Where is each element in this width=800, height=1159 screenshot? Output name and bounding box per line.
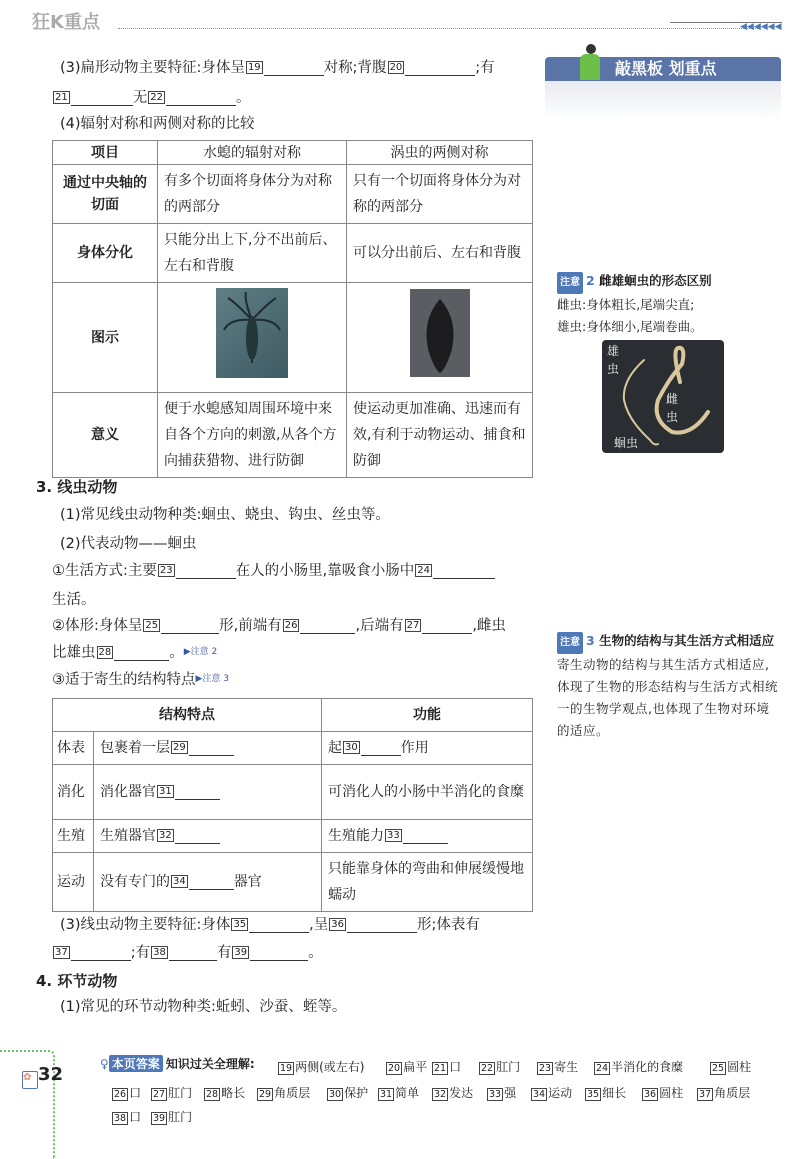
answer-text: 口	[129, 1086, 142, 1100]
hydra-icon	[216, 288, 288, 378]
answer-item	[151, 1108, 192, 1125]
text: ,雌虫	[472, 618, 506, 634]
text: 作用	[400, 740, 429, 756]
symmetry-table	[52, 140, 533, 478]
answers-title: 知识过关全理解:	[165, 1057, 255, 1071]
text: (3)扁形动物主要特征:身体呈	[60, 60, 245, 76]
text: 生活。	[52, 592, 96, 608]
answer-text: 强	[504, 1086, 517, 1100]
answer-text: 细长	[602, 1086, 627, 1100]
cell	[94, 732, 322, 765]
blank-number: 19	[247, 62, 261, 73]
blank-underline	[189, 874, 234, 890]
blank-number: 29	[173, 742, 186, 753]
answer-blank[interactable]	[157, 563, 236, 579]
note-title: 雌雄蛔虫的形态区别	[599, 273, 712, 288]
header-logo: 狂K重点	[32, 12, 100, 33]
blank-number: 36	[331, 919, 345, 930]
answer-number: 29	[259, 1089, 272, 1100]
text: 形;体表有	[417, 917, 480, 933]
answers-header	[100, 1055, 255, 1072]
key-icon: ♀	[100, 1057, 109, 1071]
blank-number: 39	[234, 947, 248, 958]
note-tag: 注意	[557, 632, 583, 654]
answer-number: 23	[539, 1063, 552, 1074]
cell: 可以分出前后、左右和背腹	[347, 224, 533, 283]
sidebar-banner: 敲黑板 划重点	[545, 57, 781, 81]
answer-item	[479, 1058, 520, 1075]
answer-number: 32	[434, 1089, 447, 1100]
answer-item	[386, 1058, 427, 1075]
cell	[322, 820, 533, 853]
text: ②体形:身体呈	[52, 618, 143, 634]
nematode-features-line-2	[52, 943, 323, 963]
text: 有	[216, 945, 232, 961]
answer-number: 28	[206, 1089, 219, 1100]
answer-blank[interactable]	[170, 874, 234, 890]
nematode-line	[52, 616, 506, 636]
blank-number: 30	[345, 742, 358, 753]
blank-underline	[361, 740, 401, 756]
answer-blank[interactable]	[156, 784, 220, 800]
text: 。	[308, 945, 323, 961]
flat-features-line	[60, 58, 495, 78]
blank-number: 38	[153, 947, 166, 958]
text: (1)常见的环节动物种类:蚯蚓、沙蚕、蛭等。	[60, 999, 347, 1015]
note-body: 寄生动物的结构与其生活方式相适应,体现了生物的形态结构与生活方式相统一的生物学观点,也体现了生物对环境的适应。	[557, 657, 779, 738]
text: ;有	[475, 60, 495, 76]
answer-text: 口	[129, 1110, 142, 1124]
note-tag: 注意	[557, 272, 583, 294]
blank-number: 31	[159, 786, 172, 797]
blank-underline	[422, 618, 472, 634]
text: ③适于寄生的结构特点	[52, 672, 196, 688]
section-heading-annelid: 4. 环节动物	[36, 972, 118, 990]
blank-number: 26	[284, 620, 298, 631]
text: 没有专门的	[100, 874, 170, 890]
blank-number: 28	[98, 647, 112, 658]
answer-text: 两侧(或左右)	[295, 1060, 365, 1074]
answer-blank[interactable]	[384, 828, 448, 844]
answer-number: 24	[596, 1063, 609, 1074]
answer-number: 36	[644, 1089, 657, 1100]
plant-icon: ✿	[22, 1071, 38, 1089]
nematode-line	[52, 643, 217, 665]
cell	[322, 765, 533, 820]
note-3	[557, 630, 782, 742]
blank-underline	[161, 618, 219, 634]
answer-item	[642, 1084, 683, 1101]
answer-item	[487, 1084, 516, 1101]
answer-text: 肛门	[168, 1110, 193, 1124]
note-line: 雌虫:身体粗长,尾端尖直;	[557, 297, 695, 312]
answer-blank[interactable]	[328, 917, 417, 933]
answer-item	[710, 1058, 751, 1075]
blank-underline	[405, 60, 475, 76]
nematode-line	[52, 561, 495, 581]
answer-blank[interactable]	[52, 945, 131, 961]
text: 。	[235, 90, 251, 106]
answer-number: 27	[153, 1089, 166, 1100]
answers-label: 本页答案	[109, 1055, 163, 1072]
blank-underline	[71, 90, 133, 106]
answer-text: 发达	[449, 1086, 474, 1100]
sidebar-banner-shadow	[545, 81, 781, 121]
answer-blank[interactable]	[404, 618, 473, 634]
row-label: 生殖	[53, 820, 94, 853]
blank-number: 34	[173, 876, 186, 887]
blank-underline	[249, 917, 309, 933]
cell	[94, 820, 322, 853]
comparison-heading	[60, 114, 255, 134]
answer-item	[697, 1084, 750, 1101]
answer-text: 圆柱	[727, 1060, 752, 1074]
answer-blank[interactable]	[170, 740, 234, 756]
answer-text: 角质层	[714, 1086, 751, 1100]
col-header: 功能	[322, 699, 533, 732]
cell	[322, 732, 533, 765]
answer-item	[594, 1058, 683, 1075]
col-header: 水螅的辐射对称	[158, 141, 347, 165]
label-female: 雌虫	[666, 392, 679, 424]
answer-number: 38	[114, 1113, 127, 1124]
blank-number: 21	[55, 92, 68, 103]
hydra-image-cell	[158, 283, 347, 393]
nematode-features-line	[60, 915, 480, 935]
nematode-line	[60, 534, 197, 554]
cell	[94, 853, 322, 912]
blank-number: 24	[417, 565, 430, 576]
text: (2)代表动物——蛔虫	[60, 536, 197, 552]
nematode-line	[60, 505, 390, 525]
answer-item	[278, 1058, 364, 1075]
row-label: 体表	[53, 732, 94, 765]
col-header: 项目	[53, 141, 158, 165]
answer-number: 20	[388, 1063, 401, 1074]
note-reference[interactable]: ▶注意 2	[183, 647, 218, 657]
note-reference[interactable]: ▶注意 3	[195, 674, 230, 684]
blank-underline	[300, 618, 355, 634]
answer-item	[112, 1084, 141, 1101]
blank-number: 25	[145, 620, 159, 631]
text: 形,前端有	[219, 618, 282, 634]
note-title: 生物的结构与其生活方式相适应	[599, 633, 775, 648]
cell: 只有一个切面将身体分为对称的两部分	[347, 165, 533, 224]
answer-text: 扁平	[403, 1060, 428, 1074]
section-heading-nematode: 3. 线虫动物	[36, 478, 118, 496]
text: 生殖能力	[328, 828, 384, 844]
note-num: 3	[586, 633, 595, 648]
answer-text: 半消化的食糜	[611, 1060, 684, 1074]
answer-blank[interactable]	[96, 645, 170, 661]
planarian-image-cell	[347, 283, 533, 393]
text: (3)线虫动物主要特征:身体	[60, 917, 231, 933]
nematode-line	[52, 590, 96, 610]
answer-blank[interactable]	[387, 60, 476, 76]
note-line: 雄虫:身体细小,尾端卷曲。	[557, 319, 703, 334]
text: (1)常见线虫动物种类:蛔虫、蛲虫、钩虫、丝虫等。	[60, 507, 390, 523]
text: 只能靠身体的弯曲和伸展缓慢地蠕动	[328, 861, 524, 903]
text: 起	[328, 740, 342, 756]
hydra-image	[216, 288, 288, 378]
text: 包裹着一层	[100, 740, 170, 756]
answer-item	[257, 1084, 310, 1101]
answer-item	[112, 1108, 141, 1125]
answer-text: 肛门	[496, 1060, 521, 1074]
cell	[322, 853, 533, 912]
answer-item	[531, 1084, 572, 1101]
answer-text: 寄生	[554, 1060, 579, 1074]
answer-item	[327, 1084, 368, 1101]
row-label: 图示	[53, 283, 158, 393]
row-label: 运动	[53, 853, 94, 912]
row-label: 意义	[53, 393, 158, 478]
answer-item	[432, 1058, 461, 1075]
note-3-title	[557, 630, 782, 654]
row-label: 通过中央轴的切面	[53, 165, 158, 224]
blank-number: 22	[150, 92, 163, 103]
answer-number: 21	[434, 1063, 447, 1074]
blank-number: 20	[389, 62, 403, 73]
blank-number: 32	[159, 830, 172, 841]
answer-number: 37	[699, 1089, 712, 1100]
answer-text: 运动	[548, 1086, 573, 1100]
answer-text: 角质层	[274, 1086, 311, 1100]
text: 比雄虫	[52, 645, 96, 661]
row-label: 身体分化	[53, 224, 158, 283]
blank-underline	[71, 945, 131, 961]
text: ,后端有	[355, 618, 404, 634]
blank-number: 27	[406, 620, 420, 631]
roundworm-image	[602, 340, 724, 453]
blank-number: 37	[55, 947, 68, 958]
blank-underline	[176, 563, 236, 579]
answer-number: 34	[533, 1089, 546, 1100]
blank-underline	[433, 563, 495, 579]
answer-text: 肛门	[168, 1086, 193, 1100]
teacher-illustration-icon	[580, 44, 602, 82]
blank-number: 33	[387, 830, 400, 841]
answer-item	[378, 1084, 419, 1101]
label-worm: 蛔虫	[614, 436, 639, 450]
note-2-title	[557, 270, 712, 294]
answer-number: 30	[329, 1089, 342, 1100]
parasite-structure-table	[52, 698, 533, 912]
header-arrows: ◀◀◀◀◀◀	[740, 22, 782, 32]
planarian-image	[410, 289, 470, 377]
page-number: ✿ 32	[22, 1064, 63, 1089]
answer-item	[432, 1084, 473, 1101]
cell: 只能分出上下,分不出前后、左右和背腹	[158, 224, 347, 283]
answer-text: 简单	[395, 1086, 420, 1100]
answer-text: 圆柱	[659, 1086, 684, 1100]
answer-blank[interactable]	[414, 563, 495, 579]
answer-item	[537, 1058, 578, 1075]
answer-blank[interactable]	[150, 945, 217, 961]
note-2	[557, 270, 712, 338]
answer-item	[151, 1084, 192, 1101]
answer-text: 略长	[221, 1086, 246, 1100]
answer-number: 22	[481, 1063, 494, 1074]
answer-text: 口	[449, 1060, 462, 1074]
answer-blank[interactable]	[156, 828, 220, 844]
answer-item	[204, 1084, 245, 1101]
answer-number: 33	[489, 1089, 502, 1100]
answer-blank[interactable]	[342, 740, 401, 756]
answer-blank[interactable]	[147, 90, 236, 106]
answer-number: 31	[380, 1089, 393, 1100]
answer-blank[interactable]	[245, 60, 324, 76]
blank-underline	[189, 740, 234, 756]
answer-text: 保护	[344, 1086, 369, 1100]
text: 无	[132, 90, 148, 106]
answer-number: 25	[712, 1063, 725, 1074]
text: ①生活方式:主要	[52, 563, 157, 579]
flat-features-line-2	[52, 88, 250, 108]
text: ;有	[130, 945, 151, 961]
col-header: 涡虫的两侧对称	[347, 141, 533, 165]
text: 在人的小肠里,靠吸食小肠中	[235, 563, 415, 579]
blank-underline	[347, 917, 417, 933]
header-dotted-rule	[118, 28, 758, 29]
blank-number: 35	[233, 919, 247, 930]
answer-blank[interactable]	[282, 618, 356, 634]
blank-underline	[169, 945, 217, 961]
answer-item	[585, 1084, 626, 1101]
answer-blank[interactable]	[230, 917, 309, 933]
answer-number: 19	[280, 1063, 293, 1074]
answer-number: 35	[587, 1089, 600, 1100]
cell: 使运动更加准确、迅速而有效,有利于动物运动、捕食和防御	[347, 393, 533, 478]
blank-underline	[175, 784, 220, 800]
annelid-line	[60, 997, 346, 1017]
blank-underline	[264, 60, 324, 76]
text: 对称;背腹	[323, 60, 387, 76]
blank-number: 23	[159, 565, 173, 576]
text: ,呈	[309, 917, 329, 933]
cell: 便于水螅感知周围环境中来自各个方向的刺激,从各个方向捕获猎物、进行防御	[158, 393, 347, 478]
blank-underline	[250, 945, 308, 961]
answer-blank[interactable]	[142, 618, 219, 634]
blank-underline	[175, 828, 220, 844]
blank-underline	[114, 645, 169, 661]
answer-number: 26	[114, 1089, 127, 1100]
text: 可消化人的小肠中半消化的食糜	[328, 784, 524, 800]
answer-blank[interactable]	[231, 945, 308, 961]
blank-underline	[403, 828, 448, 844]
answer-blank[interactable]	[52, 90, 133, 106]
text: 器官	[233, 874, 262, 890]
text: 。	[169, 645, 184, 661]
planarian-icon	[410, 289, 470, 377]
answer-number: 39	[153, 1113, 166, 1124]
blank-underline	[166, 90, 236, 106]
col-header: 结构特点	[53, 699, 322, 732]
label-male: 雄虫	[607, 344, 620, 376]
cell: 有多个切面将身体分为对称的两部分	[158, 165, 347, 224]
text: 消化器官	[100, 784, 156, 800]
row-label: 消化	[53, 765, 94, 820]
nematode-line	[52, 670, 229, 692]
text: (4)辐射对称和两侧对称的比较	[60, 116, 255, 132]
note-num: 2	[586, 273, 595, 288]
text: 生殖器官	[100, 828, 156, 844]
cell	[94, 765, 322, 820]
